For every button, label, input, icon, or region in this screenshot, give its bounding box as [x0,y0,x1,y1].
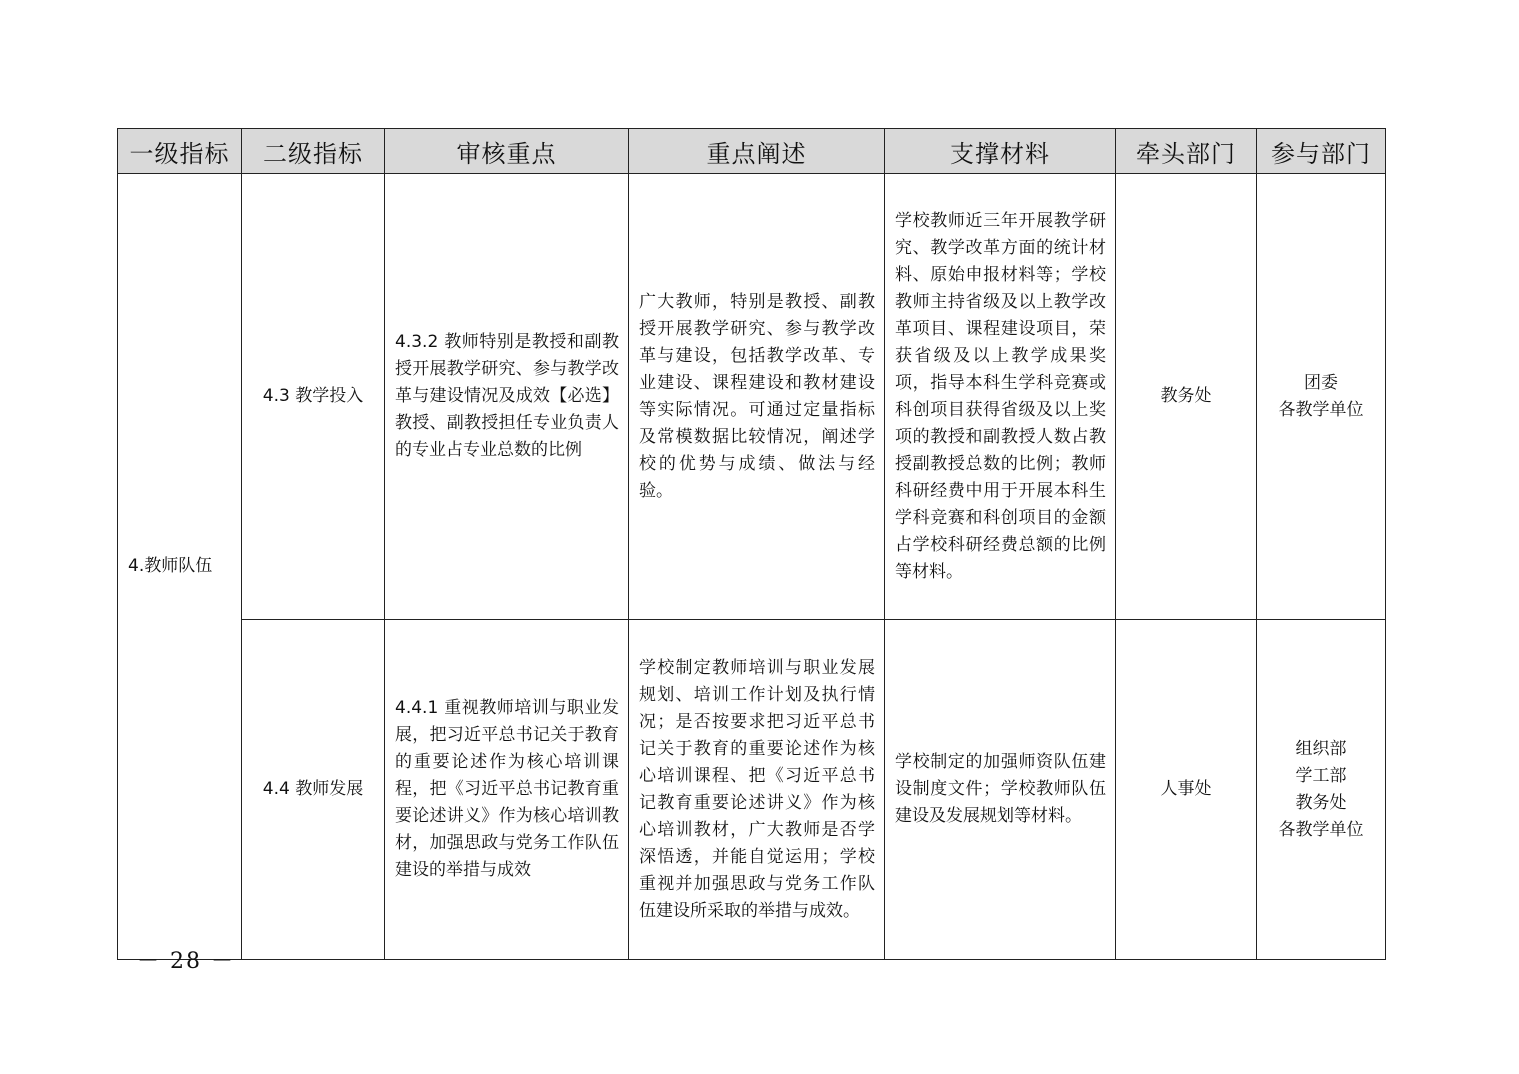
header-materials: 支撑材料 [885,129,1116,174]
level2-indicator: 4.4 教师发展 [242,620,385,960]
header-lead-dept: 牵头部门 [1116,129,1257,174]
table-row [118,174,1386,620]
supporting-materials: 学校制定的加强师资队伍建设制度文件；学校教师队伍建设及发展规划等材料。 [885,620,1116,960]
elaboration: 学校制定教师培训与职业发展规划、培训工作计划及执行情况；是否按要求把习近平总书记关于教育的重要论述作为核心培训课程、把《习近平总书记教育重要论述讲义》作为核心培训教材，广大教师是否学深悟透，并能自觉运用；学校重视并加强思政与党务工作队伍建设所采取的举措与成效。 [629,620,885,960]
participating-depts: 团委 各教学单位 [1257,174,1386,620]
indicator-table [117,128,1386,960]
header-audit-focus: 审核重点 [385,129,629,174]
header-participating-depts: 参与部门 [1257,129,1386,174]
level1-indicator: 4.教师队伍 [118,174,242,960]
level2-indicator: 4.3 教学投入 [242,174,385,620]
table-header-row [118,129,1386,174]
lead-dept: 教务处 [1116,174,1257,620]
audit-focus: 4.4.1 重视教师培训与职业发展，把习近平总书记关于教育的重要论述作为核心培训课程，把《习近平总书记教育重要论述讲义》作为核心培训教材，加强思政与党务工作队伍建设的举措与成效 [385,620,629,960]
header-elaboration: 重点阐述 [629,129,885,174]
audit-focus: 4.3.2 教师特别是教授和副教授开展教学研究、参与教学改革与建设情况及成效【必选】教授、副教授担任专业负责人的专业占专业总数的比例 [385,174,629,620]
table-row [118,620,1386,960]
header-level2: 二级指标 [242,129,385,174]
elaboration: 广大教师，特别是教授、副教授开展教学研究、参与教学改革与建设，包括教学改革、专业建设、课程建设和教材建设 等实际情况。可通过定量指标及常模数据比较情况，阐述学校的优势与成绩、做法与经验。 [629,174,885,620]
header-level1: 一级指标 [118,129,242,174]
supporting-materials: 学校教师近三年开展教学研究、教学改革方面的统计材料、原始申报材料等；学校教师主持省级及以上教学改革项目、课程建设项目，荣获省级及以上教学成果奖项，指导本科生学科竞赛或科创项目获得省级及以上奖项的教授和副教授人数占教授副教授总数的比例；教师科研经费中用于开展本科生学科竞赛和科创项目的金额占学校科研经费总额的比例等材料。 [885,174,1116,620]
lead-dept: 人事处 [1116,620,1257,960]
participating-depts: 组织部 学工部 教务处 各教学单位 [1257,620,1386,960]
page-number: － 28 － [137,949,235,974]
